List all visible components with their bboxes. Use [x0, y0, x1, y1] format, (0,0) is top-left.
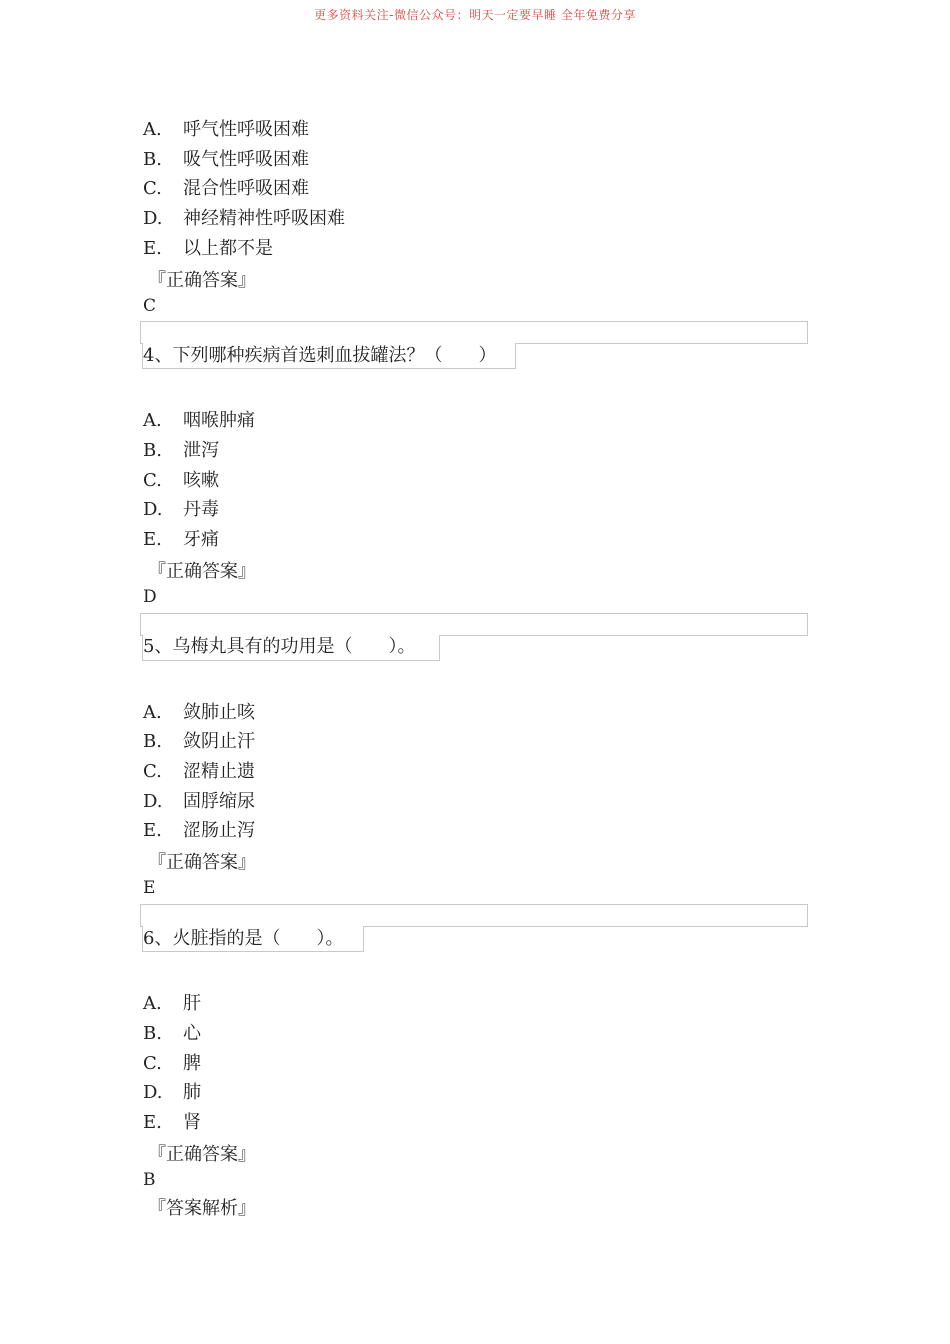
- option-letter: D.: [143, 1082, 163, 1103]
- q6-option-e[interactable]: [143, 1112, 201, 1134]
- option-letter: C.: [143, 1053, 162, 1074]
- q6-option-a[interactable]: [143, 993, 201, 1015]
- option-text: 呼气性呼吸困难: [183, 119, 309, 140]
- q3-answer-value: C: [143, 296, 157, 316]
- q6-question-bar: [140, 904, 808, 927]
- q5-answer-value: E: [143, 878, 156, 898]
- option-text: 咳嗽: [183, 470, 219, 491]
- q5-answer-label: 『正确答案』: [148, 852, 256, 873]
- option-letter: B.: [143, 440, 162, 461]
- q3-option-c[interactable]: [143, 178, 309, 200]
- option-text: 心: [183, 1023, 201, 1044]
- q3-answer-label: 『正确答案』: [148, 270, 256, 291]
- option-letter: E.: [143, 529, 162, 550]
- option-letter: A.: [143, 702, 162, 723]
- option-text: 脾: [183, 1053, 201, 1074]
- q5-question-bar: [140, 613, 808, 636]
- option-text: 涩肠止泻: [183, 820, 255, 841]
- header-banner: 更多资料关注-微信公众号：明天一定要早睡 全年免费分享: [314, 8, 636, 22]
- q4-option-e[interactable]: [143, 529, 219, 551]
- option-letter: A.: [143, 410, 162, 431]
- option-text: 肺: [183, 1082, 201, 1103]
- q5-option-b[interactable]: [143, 731, 255, 753]
- q4-option-b[interactable]: [143, 440, 219, 462]
- q3-option-e[interactable]: [143, 238, 273, 260]
- option-text: 敛阴止汗: [183, 731, 255, 752]
- q6-option-b[interactable]: [143, 1023, 201, 1045]
- q3-option-a[interactable]: [143, 119, 309, 141]
- option-letter: A.: [143, 119, 162, 140]
- q6-option-c[interactable]: [143, 1053, 201, 1075]
- option-text: 吸气性呼吸困难: [183, 149, 309, 170]
- option-text: 敛肺止咳: [183, 702, 255, 723]
- option-letter: E.: [143, 238, 162, 259]
- option-text: 固脬缩尿: [183, 791, 255, 812]
- option-letter: C.: [143, 178, 162, 199]
- q4-question-bar: [140, 321, 808, 344]
- q3-option-b[interactable]: [143, 149, 309, 171]
- q6-answer-value: B: [143, 1170, 156, 1190]
- option-letter: B.: [143, 731, 162, 752]
- option-text: 神经精神性呼吸困难: [183, 208, 345, 229]
- q4-question-text: 4、下列哪种疾病首选刺血拔罐法？（ ）: [143, 345, 497, 366]
- option-text: 肾: [183, 1112, 201, 1133]
- option-letter: D.: [143, 499, 163, 520]
- option-letter: E.: [143, 1112, 162, 1133]
- q3-option-d[interactable]: [143, 208, 345, 230]
- option-text: 以上都不是: [183, 238, 273, 259]
- q5-option-a[interactable]: [143, 702, 255, 724]
- q6-option-d[interactable]: [143, 1082, 201, 1104]
- option-letter: B.: [143, 1023, 162, 1044]
- q4-option-a[interactable]: [143, 410, 255, 432]
- option-letter: D.: [143, 208, 163, 229]
- option-text: 牙痛: [183, 529, 219, 550]
- q6-analysis-label: 『答案解析』: [148, 1198, 256, 1219]
- q4-option-c[interactable]: [143, 470, 219, 492]
- option-letter: C.: [143, 761, 162, 782]
- option-letter: A.: [143, 993, 162, 1014]
- q5-option-c[interactable]: [143, 761, 255, 783]
- option-text: 混合性呼吸困难: [183, 178, 309, 199]
- option-letter: E.: [143, 820, 162, 841]
- q6-question-text: 6、火脏指的是（ ）。: [143, 928, 344, 949]
- option-text: 丹毒: [183, 499, 219, 520]
- option-text: 肝: [183, 993, 201, 1014]
- option-letter: D.: [143, 791, 163, 812]
- option-letter: C.: [143, 470, 162, 491]
- option-text: 咽喉肿痛: [183, 410, 255, 431]
- q4-answer-label: 『正确答案』: [148, 561, 256, 582]
- option-text: 泄泻: [183, 440, 219, 461]
- q5-question-text: 5、乌梅丸具有的功用是（ ）。: [143, 636, 416, 657]
- q4-answer-value: D: [143, 587, 157, 607]
- option-letter: B.: [143, 149, 162, 170]
- q6-answer-label: 『正确答案』: [148, 1144, 256, 1165]
- q5-option-d[interactable]: [143, 791, 255, 813]
- q4-option-d[interactable]: [143, 499, 219, 521]
- q5-option-e[interactable]: [143, 820, 255, 842]
- option-text: 涩精止遗: [183, 761, 255, 782]
